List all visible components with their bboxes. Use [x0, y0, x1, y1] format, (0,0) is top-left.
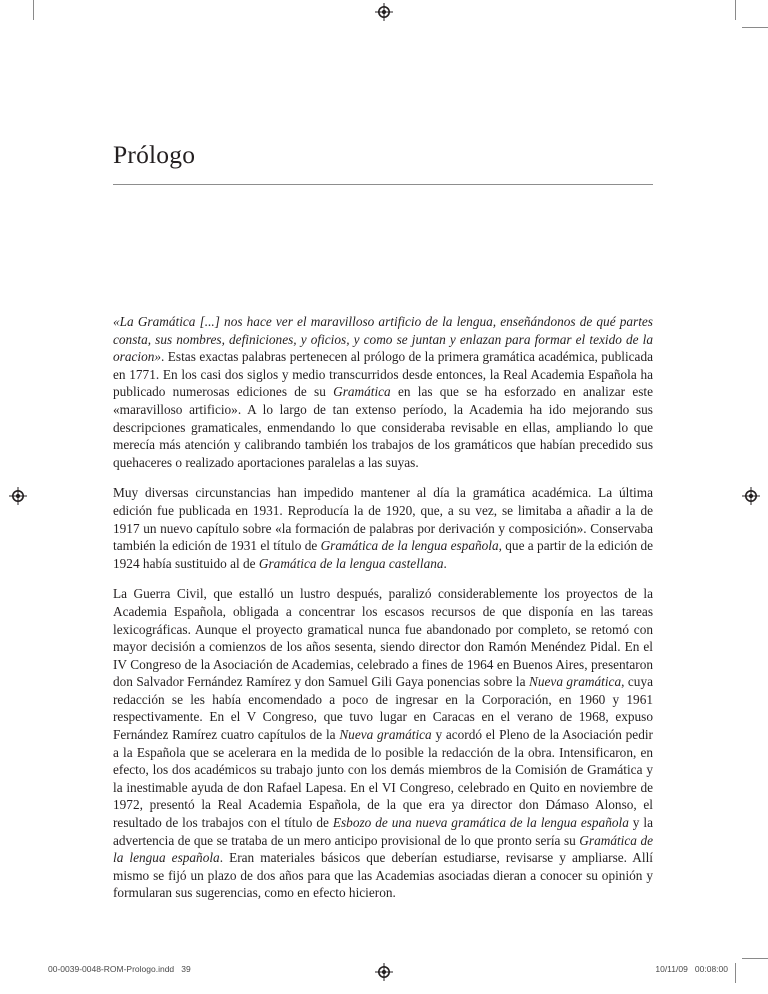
paragraph — [113, 585, 653, 902]
text-run: . Eran materiales básicos que deberían estudiarse, revisarse y ampliarse. Allí mismo se fijó un plazo de dos años para que las Academias asociadas dieran a conocer su opinión y formularan sus sugerencias, como en efecto hicieron. — [113, 850, 653, 901]
prologue-body — [113, 313, 653, 902]
footer-timestamp: 10/11/09 00:08:00 — [655, 964, 728, 974]
italic-run: Gramática — [333, 384, 391, 400]
italic-run: Esbozo de una nueva gramática de la lengua española — [332, 815, 629, 831]
registration-target-left-icon — [9, 487, 27, 505]
text-run: Muy diversas circunstancias han impedido mantener al día la gramática académica. La última edición fue publicada en 1931. Reproducía la de 1920, que, a su vez, se limitaba a añadir a la de 1917 un nuevo capítulo sobre «la formación de palabras por derivación y composición». Conservaba también la edición de 1931 el título de — [113, 485, 653, 554]
crop-mark-top-right-vertical — [735, 0, 736, 20]
italic-run: Nueva gramática — [339, 727, 432, 743]
footer-slug — [0, 962, 768, 982]
text-run: , cuya redacción se les había encomendado a poco de ingresar en la Corporación, en 1960 y 1961 respectivamente. En el V Congreso, que tuvo lugar en Caracas en el verano de 1968, expuso Fernández Ramírez cuatro capítulos de la — [113, 674, 653, 743]
crop-mark-top-left-vertical — [33, 0, 34, 20]
text-run: en las que se ha esforzado en analizar este «maravilloso artificio». A lo largo de tan extenso período, la Academia ha ido mejorando sus descripciones gramaticales, enmendando lo que consideraba revisable en ellas, ampliando lo que merecía más atención y calibrando también los trabajos de los gramáticos que habían precedido sus quehaceres o realizado aportaciones paralelas a las suyas. — [113, 384, 653, 470]
text-run: La Guerra Civil, que estalló un lustro después, paralizó considerablemente los proyectos de la Academia Española, obligada a concentrar los escasos recursos de que disponía en las tareas lexicográficas. Aunque el proyecto gramatical nunca fue abandonado por completo, se retomó con mayor decisión a comienzos de los años sesenta, siendo director don Ramón Menéndez Pidal. En el IV Congreso de la Asociación de Academias, celebrado a fines de 1964 en Buenos Aires, presentaron don Salvador Fernández Ramírez y don Samuel Gili Gaya ponencias sobre la — [113, 586, 653, 690]
italic-run: Gramática de la lengua española — [320, 538, 499, 554]
text-run: y la advertencia de que se trataba de un mero anticipo provisional de lo que pronto sería su — [113, 815, 653, 848]
paragraph — [113, 484, 653, 572]
text-run: y acordó el Pleno de la Asociación pedir a la Española que se acelerara en la medida de lo posible la redacción de la obra. Intensificaron, en efecto, los dos académicos su trabajo junto con los demás miembros de la Comisión de Gramática y la inestimable ayuda de don Rafael Lapesa. En el VI Congreso, celebrado en Quito en noviembre de 1972, presentó la Real Academia Española, de la que era ya director don Dámaso Alonso, el resultado de los trabajos con el título de — [113, 727, 653, 831]
text-run: . — [443, 555, 447, 571]
crop-mark-bottom-right-horizontal — [742, 958, 768, 959]
text-run: . Estas exactas palabras pertenecen al prólogo de la primera gramática académica, publicada en 1771. En los casi dos siglos y medio transcurridos desde entonces, la Real Academia Española ha publicado numerosas ediciones de su — [113, 349, 653, 400]
page-title: Prólogo — [113, 140, 196, 169]
title-divider — [113, 184, 653, 185]
italic-run: «La Gramática [...] nos hace ver el maravilloso artificio de la lengua, enseñándonos de qué partes consta, sus nombres, definiciones, y oficios, y como se juntan y enlazan para formar el texido de la oracion» — [113, 314, 653, 365]
footer-filename-and-page: 00-0039-0048-ROM-Prologo.indd 39 — [48, 964, 191, 974]
paragraph — [113, 313, 653, 471]
text-run: , que a partir de la edición de 1924 había sustituido al de — [113, 538, 653, 571]
crop-mark-top-right-horizontal — [742, 27, 768, 28]
italic-run: Gramática de la lengua castellana — [258, 555, 444, 571]
registration-target-top-icon — [375, 3, 393, 21]
registration-target-right-icon — [742, 487, 760, 505]
chapter-header — [113, 140, 653, 185]
italic-run: Gramática de la lengua española — [113, 832, 653, 866]
italic-run: Nueva gramática — [529, 674, 622, 690]
